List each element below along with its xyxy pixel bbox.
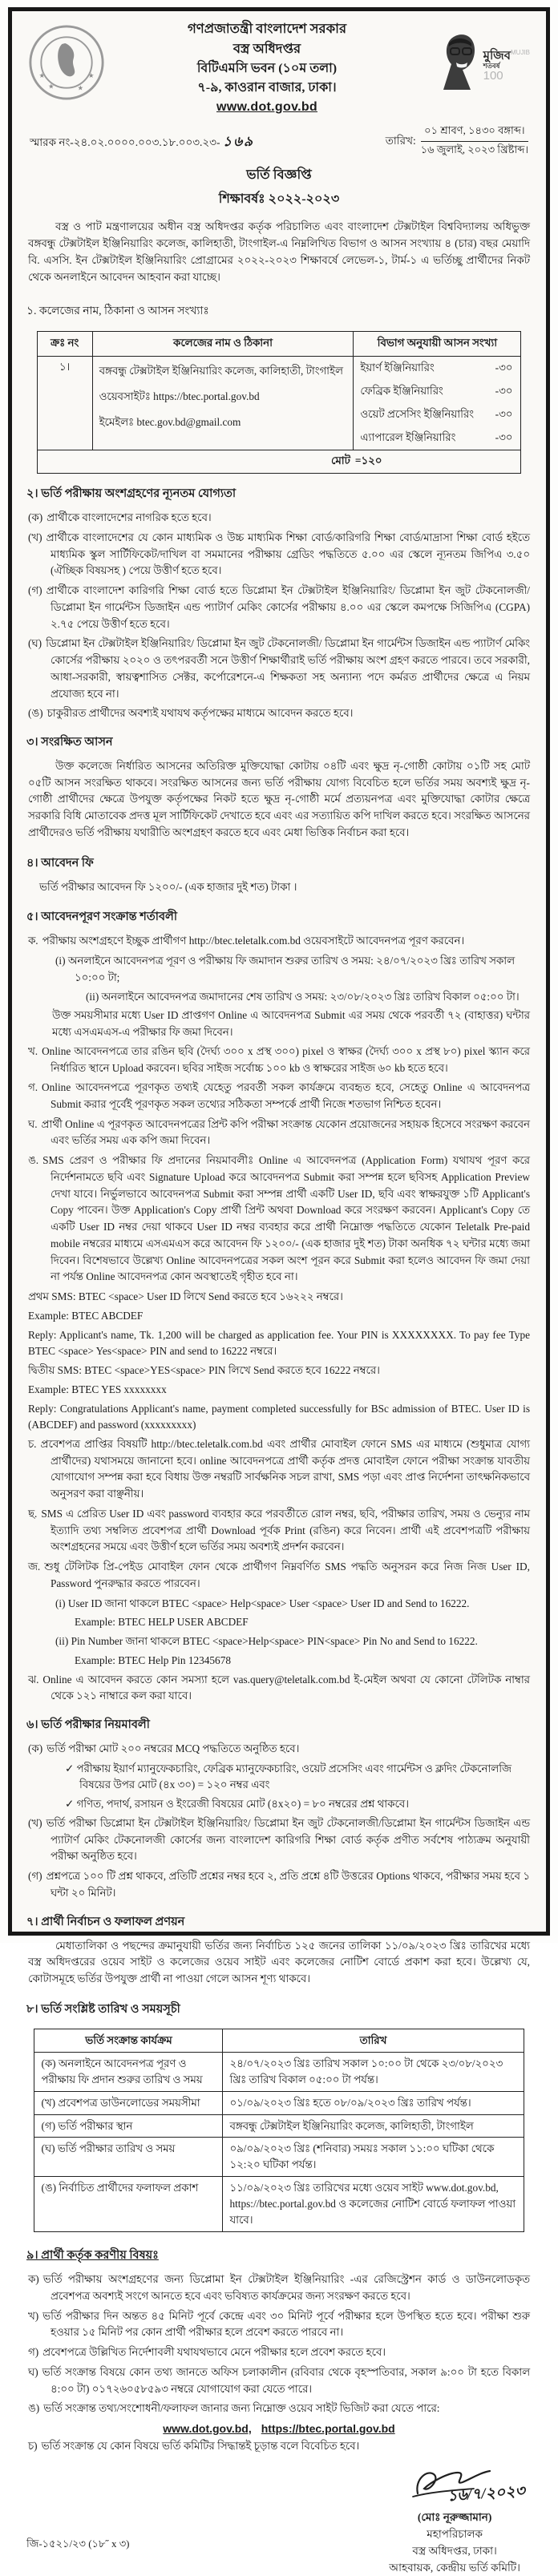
application-fee-line: ভর্তি পরীক্ষার আবেদন ফি ১২০০/- (এক হাজার দুই শত) টাকা । bbox=[39, 880, 297, 893]
exam-subject-line: ✓ গণিত, পদার্থ, রসায়ন ও ইংরেজী বিষয়ের মোট (৪x২০) = ৮০ নম্বরের প্রশ্ন থাকবে। bbox=[65, 1798, 409, 1811]
sms-reply-line: Reply: Congratulations Applicant's name, payment completed successfully for BSc admission of BTEC. User ID is (ABCDEF) and password (xxxxxxxxx) bbox=[28, 1402, 530, 1431]
memo-number-label: স্মারক নং-২৪.০২.০০০০.০০৩.১৮.০০৩.২৩- bbox=[30, 135, 220, 148]
signatory-role: মহাপরিচালক bbox=[427, 2527, 483, 2540]
total-value: =১২০ bbox=[354, 450, 521, 474]
seat-row bbox=[354, 403, 520, 426]
memo-number bbox=[30, 123, 254, 154]
section9-heading: ৯। প্রার্থী কর্তৃক করণীয় বিষয়ঃ bbox=[26, 2249, 159, 2263]
notice-header bbox=[26, 19, 532, 117]
todo-item: গ) প্রবেশপত্রে উল্লিখিত নির্দেশাবলী যথাযথভাবে মেনে পরীক্ষার হলে প্রবেশ করতে হবে। bbox=[28, 2346, 386, 2359]
recover-example-line: Example: BTEC Help Pin 12345678 bbox=[75, 1653, 232, 1666]
schedule-col-activity: ভর্তি সংক্রান্ত কার্যক্রম bbox=[34, 2029, 223, 2052]
section4-heading: ৪। আবেদন ফি bbox=[26, 856, 94, 870]
memo-number-handwritten: ১৬৯ bbox=[221, 133, 256, 149]
table-row: (ঘ) ভর্তি পরীক্ষার তারিখ ও সময় ০৯/০৯/২০২৩ খ্রিঃ (শনিবার) সময়ঃ সকাল ১১:০০ ঘটিকা থেকে ১২:২০ ঘটিকা পর্যন্ত। bbox=[34, 2138, 524, 2177]
government-line: গণপ্রজাতন্ত্রী বাংলাদেশ সরকার bbox=[187, 21, 347, 36]
table-row: (ঙ) নির্বাচিত প্রার্থীদের ফলাফল প্রকাশ ১১/০৯/২০২৩ খ্রিঃ তারিখের মধ্যে ওয়েব সাইট www.dot.gov.bd, https://btec.portal.gov.bd ও কলেজের নোটিশ বোর্ডে ফলাফল পাওয়া যাবে। bbox=[34, 2177, 524, 2232]
footer-row bbox=[26, 2458, 532, 2576]
recover-userid-line: (i) User ID জানা থাকলে BTEC <space> Help<space> User <space> User ID and Send to 16222. bbox=[55, 1597, 470, 1609]
address-line: ৭-৯, কাওরান বাজার, ঢাকা। bbox=[197, 80, 337, 95]
todo-item: ঙ) ভর্তি সংক্রান্ত তথ্য/সংশোধনী/ফলাফল জানার জন্য নিম্নোক্ত ওয়েব সাইট ভিজিট করা যেতে পারে: bbox=[28, 2402, 440, 2415]
college-cell bbox=[92, 357, 354, 450]
eligibility-item: (ক) প্রার্থীকে বাংলাদেশের নাগরিক হতে হবে। bbox=[28, 511, 212, 524]
table-row bbox=[37, 357, 521, 450]
sms-second-line: দ্বিতীয় SMS: BTEC <space>YES<space> PIN লিখে Send করতে হবে 16222 নম্বরে। bbox=[28, 1364, 380, 1377]
section2-heading: ২। ভর্তি পরীক্ষায় অংশগ্রহণের ন্যূনতম যোগ্যতা bbox=[26, 487, 237, 501]
total-label: মোট bbox=[37, 450, 354, 474]
svg-text:★: ★ bbox=[87, 71, 95, 80]
apply-condition-item: খ. Online আবেদনপত্রে তার রঙিন ছবি (দৈর্ঘ্য ৩০০ x প্রস্থ ৩০০) pixel ও স্বাক্ষর (দৈর্ঘ্য ৩০০ x প্রস্থ ৮০) pixel স্ক্যান করে নির্ধারিত স্থানে Upload করবেন। ছবির সাইজ সর্বোচ্চ ১০০ kb ও স্বাক্ষরের সাইজ ৬০ kb হতে হবে। bbox=[28, 1044, 530, 1074]
reserved-seats-paragraph: উক্ত কলেজে নির্ধারিত আসনের অতিরিক্ত মুক্তিযোদ্ধা কোটায় ০৪টি এবং ক্ষুদ্র নৃ-গোষ্ঠী কোটায় ০১টি সহ মোট ০৫টি আসন সংরক্ষিত থাকবে। সংরক্ষিত আসনের জন্য ভর্তি পরীক্ষায় যোগ্য বিবেচিত হলে ভর্তির সময় অবশ্যই ক্ষুদ্র নৃ-গোষ্ঠী প্রার্থীদের ক্ষেত্রে উপযুক্ত কর্তৃপক্ষের নিকট হতে ক্ষুদ্র নৃ-গোষ্ঠী মর্মে প্রত্যয়নপত্র এবং মুক্তিযোদ্ধা কোটার ক্ষেত্রে সরকারি বিধি মোতাবেক প্রদত্ত মূল সার্টিফিকেট দেখাতে হবে এবং এর সত্যায়িত কপি দাখিল করতে হবে। সংরক্ষিত আসনের প্রার্থীদেরও ভর্তি পরীক্ষায় যথারীতি অংশগ্রহণ করতে হবে এবং মেধা ভিত্তিক নির্বাচন করা হবে। bbox=[28, 760, 530, 838]
schedule-table bbox=[34, 2029, 524, 2232]
mujib-logo-text bbox=[483, 50, 530, 83]
eligibility-item: (খ) প্রার্থীকে বাংলাদেশের যে কোন মাধ্যমিক ও উচ্চ মাধ্যমিক শিক্ষা বোর্ড/কারিগরি শিক্ষা বোর্ড/মাদ্রাসা শিক্ষা বোর্ড হইতে মাধ্যমিক স্কুল সার্টিফিকেট/দাখিল বা সমমানের পরীক্ষায় গ্রেডিং পদ্ধতিতে ৫.০০ এর স্কেলে ন্যূনতম জিপিএ ৩.৫০ (ঐচ্ছিক বিষয়সহ ) পেয়ে উত্তীর্ণ হতে হবে। bbox=[28, 531, 530, 577]
check-icon: ✓ bbox=[65, 1798, 75, 1811]
admit-card-item: চ. প্রবেশপত্র প্রাপ্তির বিষয়টি http://btec.teletalk.com.bd এবং প্রার্থীর মোবাইল ফোনে SMS এর মাধ্যমে (শুধুমাত্র যোগ্য প্রার্থীদের) যথাসময়ে জানানো হবে। online আবেদনপত্রে প্রার্থী কর্তৃক প্রদত্ত মোবাইল ফোনে পরীক্ষা সংক্রান্ত যাবতীয় যোগাযোগ সম্পন্ন করা হবে বিধায় উক্ত নম্বরটি সার্বক্ষনিক সচল রাখা, SMS পড়া এবং প্রাপ্ত নির্দেশনা তাৎক্ষনিকভাবে অনুসরণ করা বাঞ্ছনীয়। bbox=[28, 1437, 530, 1500]
handwritten-signature bbox=[389, 2465, 526, 2509]
mujib-bn2-text: শতবর্ষ bbox=[483, 62, 500, 70]
academic-session: শিক্ষাবর্ষঃ ২০২২-২০২৩ bbox=[218, 192, 340, 206]
fee-deadline-note: উক্ত সময়সীমার মধ্যে User ID প্রাপ্তগণ Online এ আবেদনপত্র Submit এর সময় থেকে পরবর্তী ৭২ (বাহাত্তর) ঘন্টার মধ্যে এসএমএস-এ পরীক্ষার ফি জমা দিবেন। bbox=[52, 1009, 530, 1039]
dept-name: ইয়ার্ণ ইঞ্জিনিয়ারিং bbox=[360, 361, 435, 374]
recover-pin-line: (ii) Pin Number জানা থাকলে BTEC <space>Help<space> PIN<space> Pin No and Send to 16222. bbox=[55, 1635, 478, 1648]
sms-first-line: প্রথম SMS: BTEC <space> User ID লিখে Send করতে হবে ১৬২২২ নম্বরে। bbox=[28, 1290, 343, 1303]
date-block bbox=[386, 123, 528, 159]
apply-condition-item: গ. Online আবেদনপত্রে পূরণকৃত তথ্যই যেহেতু পরবর্তী সকল কার্যক্রমে ব্যবহৃত হবে, সেহেতু Online এ আবেদনপত্র Submit করার পূর্বেই পূরণকৃত সকল তথ্যের সঠিকতা সম্পর্কে প্রার্থী নিজে শতভাগ নিশ্চিত হবেন। bbox=[28, 1081, 530, 1111]
mujib-en-text: MUJIB bbox=[511, 49, 530, 56]
sms-rules-item: ঙ. SMS প্রেরণ ও পরীক্ষার ফি প্রদানের নিয়মাবলীঃ Online এ আবেদনপত্র (Application Form) যথাযথ পূরণ করে নির্দেশনামতে ছবি এবং Signature Upload করে আবেদনপত্র Submit করা সম্পন্ন হলে ছবিসহ Application Preview দেখা যাবে। নির্ভুলভাবে আবেদনপত্র Submit করা সম্পন্ন প্রার্থী একটি User ID, ছবি এবং স্বাক্ষরযুক্ত ১টি Applicant's Copy পাবেন। উক্ত Application's Copy প্রার্থী প্রিন্ট অথবা Download করে সংরক্ষণ করবেন। Applicant's Copy তে একটি User ID নম্বর দেয়া থাকবে User ID নম্বর ব্যবহার করে প্রার্থী নিম্নোক্ত পদ্ধতিতে যেকোন Teletalk Pre-paid mobile নম্বরের মাধ্যমে এসএমএস করে আবেদন ফি ১২০০/- (এক হাজার দুই শত) টাকা অনধিক ৭২ ঘন্টার মধ্যে জমা দিবেন। বিশেষভাবে উল্লেখ্য Online আবেদনপত্রের সকল অংশ পূরন করে Submit করা হলেও আবেদন ফি জমা দেয়া না পর্যন্ত Online আবেদনপত্র কোন অবস্থাতেই গৃহীত হবে না। bbox=[28, 1154, 530, 1283]
seat-count: -৩০ bbox=[495, 408, 513, 421]
seat-row bbox=[354, 357, 520, 380]
download-admit-item: ছ. SMS এ প্রেরিত User ID এবং password ব্যবহার করে পরবর্তীতে রোল নম্বর, ছবি, পরীক্ষার তারিখ, সময় ও ভেন্যুর নাম ইত্যাদি তথ্য সম্বলিত প্রবেশপত্র প্রার্থী Download পূর্বক Print (রঙিন) করে নিবেন। প্রার্থী এই প্রবেশপত্রটি পরীক্ষায় অংশগ্রহনের সময়ে এবং উত্তীর্ণ হলে ভর্তির সময় অবশ্যই প্রদর্শন করবেন। bbox=[28, 1507, 530, 1553]
seat-count: -৩০ bbox=[495, 385, 513, 398]
signature-block bbox=[389, 2465, 532, 2576]
dot-website-link: www.dot.gov.bd bbox=[216, 99, 317, 114]
sms-example-line: Example: BTEC ABCDEF bbox=[28, 1309, 144, 1322]
serial-cell: ১। bbox=[37, 357, 92, 450]
eligibility-item: (গ) প্রার্থীকে বাংলাদেশ কারিগরি শিক্ষা বোর্ড হতে ডিপ্লোমা ইন টেক্সটাইল ইঞ্জিনিয়ারিং/ ডিপ্লোমা ইন জুট টেকনোলজী/ ডিপ্লোমা ইন গার্মেন্টস ডিজাইন এন্ড প্যাটার্ণ মেকিং কোর্সের পরীক্ষায় ৪.০০ এর স্কেলে কমপক্ষে সিজিপিএ (CGPA) ২.৭৫ পেয়ে উত্তীর্ণ হতে হবে। bbox=[28, 584, 530, 630]
apply-condition-item: ক. পরীক্ষায় অংশগ্রহণে ইচ্ছুক প্রার্থীগণ http://btec.teletalk.com.bd ওয়েবসাইটে আবেদনপত্র পূরণ করবেন। bbox=[28, 935, 465, 947]
table-row: (খ) প্রবেশপত্র ডাউনলোডের সময়সীমা ০১/০৯/২০২৩ খ্রিঃ হতে ০৮/০৯/২০২৩ খ্রিঃ তারিখ পর্যন্ত। bbox=[34, 2091, 524, 2114]
letterhead bbox=[107, 19, 427, 117]
svg-text:★: ★ bbox=[38, 71, 46, 80]
apply-start-date-line: (i) অনলাইনে আবেদনপত্র পূরণ ও পরীক্ষায় ফি জমাদান শুরুর তারিখ ও সময়: ২৪/০৭/২০২৩ খ্রিঃ তারিখ সকাল ১০:০০ টা; bbox=[55, 955, 515, 983]
exam-rule-item: (গ) প্রশ্নপত্রে ১০০ টি প্রশ্ন থাকবে, প্রতিটি প্রশ্নের নম্বর হবে ২, প্রতি প্রশ্নে ৪টি উত্তরের Options থাকবে, পরীক্ষার সময় হবে ১ ঘন্টা ২০ মিনিট। bbox=[28, 1870, 530, 1899]
date-gregorian: ১৬ জুলাই, ২০২৩ খ্রিষ্টাব্দ। bbox=[420, 143, 528, 155]
total-row bbox=[37, 450, 521, 474]
mujib-100-text: 100 bbox=[483, 68, 503, 83]
building-line: বিটিএমসি ভবন (১০ম তলা) bbox=[196, 61, 338, 75]
exam-rule-item: (খ) ভর্তি পরীক্ষা ডিপ্লোমা ইন টেক্সটাইল ইঞ্জিনিয়ারিং/ ডিপ্লোমা ইন জুট টেকনোলজী/ডিপ্লোমা ইন গার্মেন্টস ডিজাইন এন্ড প্যাটার্ণ মেকিং টেকনোলজী কোর্সের জন্য বাংলাদেশ কারিগরি শিক্ষা বোর্ড কর্তৃক প্রণীত সর্বশেষ পাঠ্যক্রম অনুযায়ী পরীক্ষা অনুষ্ঠিত হবে। bbox=[28, 1816, 530, 1863]
date-bengali-calendar: ০১ শ্রাবণ, ১৪৩০ বঙ্গাব্দ। bbox=[421, 123, 528, 142]
dot-website-link: www.dot.gov.bd, bbox=[163, 2422, 252, 2436]
bangladesh-govt-seal-icon bbox=[26, 19, 107, 101]
seat-row bbox=[354, 426, 520, 450]
dept-name: ওয়েট প্রসেসিং ইঞ্জিনিয়ারিং bbox=[360, 408, 474, 421]
recover-id-item: জ. শুধু টেলিটক প্রি-পেইড মোবাইল ফোন থেকে প্রার্থীগণ নিম্নবর্ণিত SMS পদ্ধতি অনুসরন করে নিজ নিজ User ID, Password পুনরুদ্ধার করতে পারবেন। bbox=[28, 1561, 530, 1589]
todo-item: ঘ) ভর্তি সংক্রান্ত বিষয়ে কোন তথ্য জানতে অফিস চলাকালীন (রবিবার থেকে বৃহস্পতিবার, সকাল ৯:০০ টা হতে বিকাল ৪:০০ টা) ০১৭২৬০৫৮৫৯৩ নম্বরে যোগাযোগ করা যেতে পারে। bbox=[28, 2365, 530, 2395]
college-seats-table bbox=[37, 331, 522, 474]
section5-heading: ৫। আবেদনপূরণ সংক্রান্ত শর্তাবলী bbox=[26, 910, 177, 924]
table-row: (গ) ভর্তি পরীক্ষার স্থান বঙ্গবন্ধু টেক্সটাইল ইঞ্জিনিয়ারিং কলেজ, কালিহাতী, টাংগাইল bbox=[34, 2114, 524, 2138]
section6-heading: ৬। ভর্তি পরীক্ষার নিয়মাবলী bbox=[26, 1718, 150, 1731]
dept-name: ফেব্রিক ইঞ্জিনিয়ারিং bbox=[360, 385, 443, 398]
table-row: (ক) অনলাইনে আবেদনপত্র পূরণ ও পরীক্ষায় ফি প্রদান শুরুর তারিখ ও সময় ২৪/০৭/২০২৩ খ্রিঃ তারিখ সকাল ১০:০০ টা থেকে ২৩/০৮/২০২৩ খ্রিঃ তারিখ বিকাল ০৫:০০ টা পর্যন্ত। bbox=[34, 2052, 524, 2091]
col-header-seats: বিভাগ অনুযায়ী আসন সংখ্যা bbox=[354, 332, 521, 357]
svg-text:★: ★ bbox=[77, 83, 84, 92]
todo-item: চ) ভর্তি সংক্রান্ত যে কোন বিষয়ে ভর্তি কমিটির সিদ্ধান্তই চূড়ান্ত বলে বিবেচিত হবে। bbox=[28, 2440, 360, 2453]
section8-heading: ৮। ভর্তি সংশ্লিষ্ট তারিখ ও সময়সূচী bbox=[26, 2002, 180, 2016]
date-label: তারিখ: bbox=[385, 134, 416, 147]
eligibility-item: (ঘ) ডিপ্লোমা ইন টেক্সটাইল ইঞ্জিনিয়ারিং/ ডিপ্লোমা ইন জুট টেকনোলজী/ ডিপ্লোমা ইন গার্মেন্টস ডিজাইন এন্ড প্যাটার্ণ মেকিং কোর্সের পরীক্ষায় ২০২০ ও তৎপরবর্তী সনে উত্তীর্ণ শিক্ষার্থীরাই ভর্তি পরীক্ষায় অংশ গ্রহণ করতে পারবে। তবে সরকারী, আধা-সরকারী, স্বায়ত্বশাসিত সেক্টর, কর্পোরেশনে-এ শিক্ষকতা সহ অন্যান্য পদে কর্মরত প্রার্থীদের ক্ষেত্রে এ নিয়ম প্রযোজ্য হবে না। bbox=[28, 637, 530, 700]
btec-portal-link: https://btec.portal.gov.bd bbox=[261, 2422, 395, 2436]
exam-rule-item: (ক) ভর্তি পরীক্ষা মোট ২০০ নম্বরের MCQ পদ্ধতিতে অনুষ্ঠিত হবে। bbox=[28, 1742, 300, 1754]
college-email: ইমেইলঃ btec.gov.bd@gmail.com bbox=[99, 416, 241, 429]
signatory-committee: আহবায়ক, কেন্দ্রীয় ভর্তি কমিটি। bbox=[389, 2561, 520, 2574]
seat-count: -৩০ bbox=[495, 431, 513, 444]
seat-count: -৩০ bbox=[495, 361, 513, 374]
mujib-bn-text: মুজিব bbox=[483, 50, 511, 63]
schedule-col-date: তারিখ bbox=[223, 2029, 524, 2052]
mujib-100-logo bbox=[427, 19, 532, 93]
col-header-serial: ক্রঃ নং bbox=[37, 332, 92, 357]
section7-heading: ৭। প্রার্থী নির্বাচন ও ফলাফল প্রণয়ন bbox=[26, 1915, 185, 1928]
mujib-portrait-icon bbox=[427, 19, 490, 93]
result-paragraph: মেধাতালিকা ও পছন্দের ক্রমানুযায়ী ভর্তির জন্য নির্বাচিত ১২৫ জনের তালিকা ১১/০৯/২০২৩ খ্রিঃ তারিখের মধ্যে বস্ত্র অধিদপ্তরের ওয়েব সাইট ও কলেজের ওয়েব সাইট এবং কলেজের নোটিশ বোর্ডে প্রকাশ করা হবে। উল্লেখ্য যে, কোটাসমূহে ভর্তির উপযুক্ত প্রার্থী না পাওয়া গেলে আসন শূণ্য থাকবে। bbox=[28, 1939, 530, 1985]
exam-subject-line: ✓ পরীক্ষায় ইয়ার্ণ ম্যানুফেকচারিং, ফেব্রিক ম্যানুফেকচারিং, ওয়েট প্রসেসিং এবং গার্মেন্টস ও ক্লদিং টেকনোলজি বিষয়ের উপর মোট (৪x ৩০) = ১২০ নম্বর এবং bbox=[65, 1762, 512, 1791]
col-header-college: কলেজের নাম ও ঠিকানা bbox=[92, 332, 354, 357]
todo-item: খ) ভর্তি পরীক্ষার দিন অন্তত ৪৫ মিনিট পূর্বে কেন্দ্রে এবং ৩০ মিনিট পূর্বে পরীক্ষার হলে উপস্থিত হতে হবে। পরীক্ষা শুরু হওয়ার ১৫ মিনিট পর কোন প্রার্থী পরীক্ষার হলে প্রবেশ করতে পারবে না। bbox=[28, 2309, 530, 2339]
section3-heading: ৩। সংরক্ষিত আসন bbox=[26, 736, 113, 749]
memo-date-row bbox=[30, 123, 528, 159]
check-icon: ✓ bbox=[65, 1762, 75, 1775]
apply-condition-item: ঘ. প্রার্থী Online এ পূরণকৃত আবেদনপত্রের প্রিন্ট কপি পরীক্ষা সংক্রান্ত যেকোন প্রয়োজনের সহায়ক হিসেবে সংরক্ষণ করবেন এবং ভর্তির সময় এক কপি জমা দিবেন। bbox=[28, 1117, 530, 1147]
todo-item: ক) ভর্তি পরীক্ষায় অংশগ্রহণের জন্য ডিপ্লোমা ইন টেক্সটাইল ইঞ্জিনিয়ারিং -এর রেজিস্ট্রেশন কার্ড ও ডাউনলোডকৃত প্রবেশপত্র অবশ্যই সংগে আনতে হবে এবং ভবিষ্যত কার্যক্রমের জন্য সংরক্ষণ করতে হবে। bbox=[28, 2273, 530, 2302]
svg-text:★: ★ bbox=[47, 82, 55, 91]
college-name: বঙ্গবন্ধু টেক্সটাইল ইঞ্জিনিয়ারিং কলেজ, কালিহাতী, টাংগাইল bbox=[99, 365, 343, 378]
signatory-name: (মোঃ নূরুজ্জামান) bbox=[417, 2510, 492, 2523]
sms-example-line: Example: BTEC YES xxxxxxxx bbox=[28, 1383, 167, 1395]
section1-heading: ১. কলেজের নাম, ঠিকানা ও আসন সংখ্যাঃ bbox=[26, 305, 209, 317]
college-website: ওয়েবসাইটঃ https://btec.portal.gov.bd bbox=[99, 390, 260, 403]
notice-border-frame bbox=[8, 7, 550, 2574]
notice-title: ভর্তি বিজ্ঞপ্তি bbox=[246, 166, 312, 182]
helpline-item: ঝ. Online এ আবেদন করতে কোন সমস্যা হলে vas.query@teletalk.com.bd ই-মেইল অথবা যে কোনো টেলিটক নাম্বার থেকে ১২১ নাম্বারে কল করা যাবে। bbox=[28, 1673, 531, 1702]
intro-paragraph: বস্ত্র ও পাট মন্ত্রণালয়ের অধীন বস্ত্র অধিদপ্তর কর্তৃক পরিচালিত এবং বাংলাদেশ টেক্সটাইল বিশ্ববিদ্যালয় অধিভুক্ত বঙ্গবন্ধু টেক্সটাইল ইঞ্জিনিয়ারিং কলেজ, কালিহাতী, টাংগাইল-এ নিম্নলিখিত বিভাগ ও আসন সংখ্যায় ৪ (চার) বছর মেয়াদি বি. এসসি. ইন টেক্সটাইল ইঞ্জিনিয়ারিং প্রোগ্রামের ২০২২-২০২৩ শিক্ষাবর্ষে লেভেল-১, টার্ম-১ এ ভর্তিচ্ছু প্রার্থীদের নিকট থেকে অনলাইনে আবেদন আহবান করা যাচ্ছে। bbox=[28, 220, 530, 284]
recover-example-line: Example: BTEC HELP USER ABCDEF bbox=[75, 1616, 249, 1629]
apply-end-date-line: (ii) অনলাইনে আবেদনপত্র জমাদানের শেষ তারিখ ও সময়: ২৩/০৮/২০২৩ খ্রিঃ তারিখ বিকাল ০৫:০০ টা। bbox=[86, 990, 520, 1003]
sms-reply-line: Reply: Applicant's name, Tk. 1,200 will be charged as application fee. Your PIN is XXXXXXXX. To pay fee Type BTEC <space> Yes<space> PIN and send to 16222 নম্বরে। bbox=[28, 1328, 530, 1358]
signatory-org: বস্ত্র অধিদপ্তর, ঢাকা। bbox=[412, 2544, 497, 2557]
eligibility-item: (ঙ) চাকুরীরত প্রার্থীদের অবশ্যই যথাযথ কর্তৃপক্ষের মাধ্যমে আবেদন করতে হবে। bbox=[28, 707, 354, 720]
seats-cell bbox=[354, 357, 521, 450]
dept-name: এ্যাপারেল ইঞ্জিনিয়ারিং bbox=[360, 431, 456, 444]
seat-row bbox=[354, 380, 520, 403]
department-name: বস্ত্র অধিদপ্তর bbox=[232, 40, 301, 56]
info-websites-line bbox=[26, 2422, 532, 2435]
signature-date: ১৬/৭/২০২৩ bbox=[447, 2482, 526, 2505]
press-code: জি-১৫২১/২৩ (১৮˝ x ৩) bbox=[26, 2538, 130, 2550]
